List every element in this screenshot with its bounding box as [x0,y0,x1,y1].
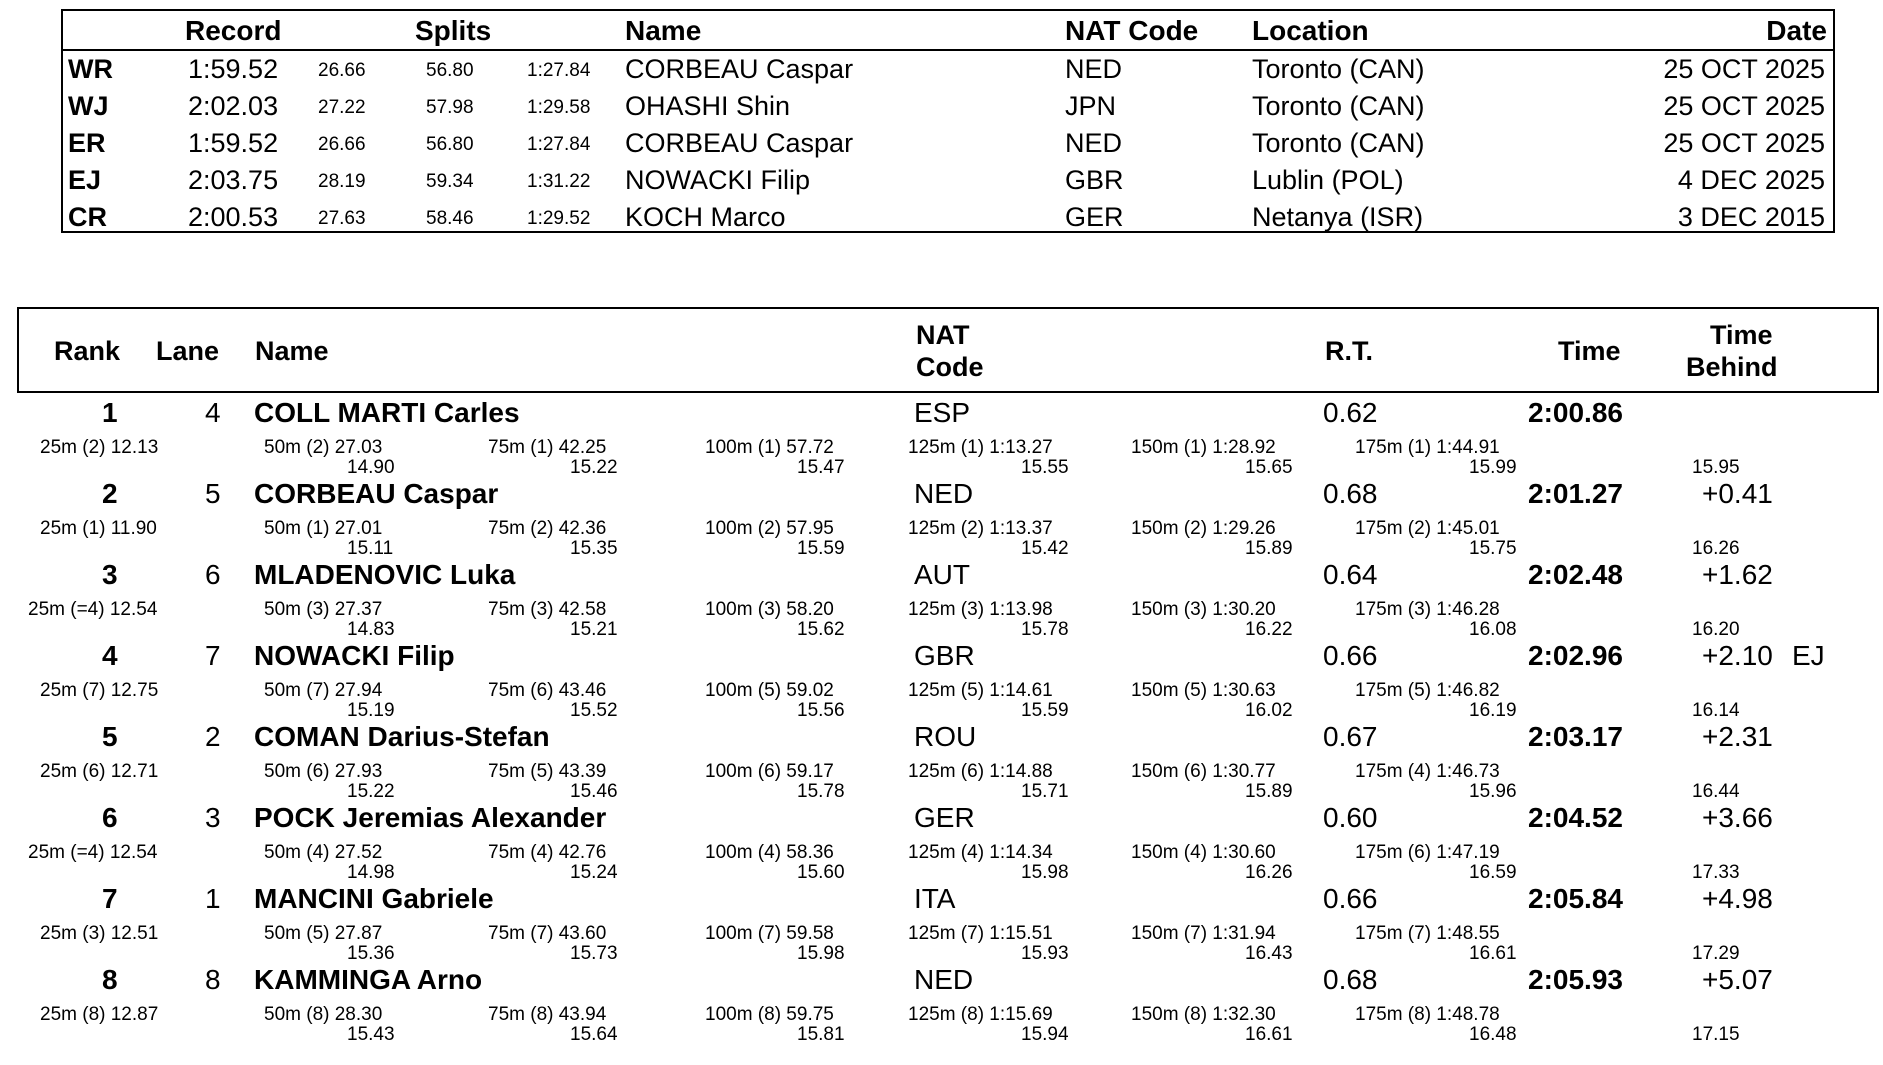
result-time: 2:02.48 [1528,559,1623,590]
split-25m: 25m (=4) 12.54 [28,599,158,620]
split-150m: 150m (3) 1:30.20 [1131,599,1276,620]
split-diff-150m: 16.02 [1245,700,1293,721]
record-split-1: 27.63 [318,208,366,229]
result-reaction-time: 0.67 [1323,721,1378,752]
result-rank: 2 [102,478,118,509]
results-header-behind-line1: Time [1710,320,1773,350]
split-diff-50m: 15.36 [347,943,395,964]
split-150m: 150m (6) 1:30.77 [1131,761,1276,782]
record-split-2: 57.98 [426,97,474,118]
result-nat: GER [914,802,975,833]
results-header-rank: Rank [54,336,121,366]
records-header-splits: Splits [415,15,492,46]
results-header [17,307,1879,393]
split-diff-100m: 15.62 [797,619,845,640]
result-name: KAMMINGA Arno [254,964,483,995]
split-175m: 175m (7) 1:48.55 [1355,923,1500,944]
split-diff-125m: 15.55 [1021,457,1069,478]
record-name: CORBEAU Caspar [625,128,854,158]
result-rank: 7 [102,883,118,914]
split-diff-175m: 15.99 [1469,457,1517,478]
split-diff-150m: 15.89 [1245,538,1293,559]
result-lane: 4 [205,397,221,428]
result-lane: 2 [205,721,221,752]
split-diff-125m: 15.98 [1021,862,1069,883]
result-name: CORBEAU Caspar [254,478,499,509]
records-header-nat-code: NAT Code [1065,15,1199,46]
split-50m: 50m (2) 27.03 [264,437,383,458]
split-50m: 50m (4) 27.52 [264,842,383,863]
split-50m: 50m (5) 27.87 [264,923,383,944]
split-diff-final: 17.15 [1692,1024,1740,1045]
results-header-name: Name [255,336,329,366]
result-time-behind: +3.66 [1702,802,1773,833]
split-75m: 75m (4) 42.76 [488,842,607,863]
record-location: Toronto (CAN) [1252,91,1425,121]
split-diff-125m: 15.71 [1021,781,1069,802]
record-row [63,126,1833,163]
split-75m: 75m (3) 42.58 [488,599,607,620]
record-time: 1:59.52 [188,54,279,84]
split-diff-175m: 16.19 [1469,700,1517,721]
split-diff-175m: 16.08 [1469,619,1517,640]
split-diff-100m: 15.56 [797,700,845,721]
record-row [63,52,1833,89]
split-diff-50m: 15.11 [347,538,394,559]
split-diff-100m: 15.98 [797,943,845,964]
split-diff-175m: 16.48 [1469,1024,1517,1045]
result-nat: ROU [914,721,977,752]
result-row [0,559,1883,640]
split-25m: 25m (7) 12.75 [40,680,159,701]
record-row [63,89,1833,126]
record-time: 2:02.03 [188,91,279,121]
result-time: 2:00.86 [1528,397,1623,428]
record-row [63,200,1833,237]
split-150m: 150m (2) 1:29.26 [1131,518,1276,539]
split-diff-75m: 15.22 [570,457,618,478]
split-175m: 175m (4) 1:46.73 [1355,761,1500,782]
split-diff-100m: 15.47 [797,457,845,478]
result-time-behind: +2.10 [1702,640,1773,671]
split-diff-75m: 15.46 [570,781,618,802]
split-75m: 75m (8) 43.94 [488,1004,607,1025]
record-type: WJ [68,91,109,121]
result-nat: ESP [914,397,971,428]
split-diff-100m: 15.78 [797,781,845,802]
record-split-3: 1:27.84 [527,60,591,81]
results-header-rt: R.T. [1325,336,1374,366]
records-header-date: Date [1766,15,1827,46]
result-name: POCK Jeremias Alexander [254,802,607,833]
record-split-2: 56.80 [426,60,474,81]
result-time-behind: +4.98 [1702,883,1773,914]
result-row [0,883,1883,964]
split-diff-125m: 15.42 [1021,538,1069,559]
split-diff-175m: 16.61 [1469,943,1517,964]
split-175m: 175m (8) 1:48.78 [1355,1004,1500,1025]
split-diff-75m: 15.24 [570,862,618,883]
result-row [0,802,1883,883]
results-header-nat-line2: Code [916,352,984,382]
split-100m: 100m (8) 59.75 [705,1004,834,1025]
result-lane: 7 [205,640,221,671]
split-150m: 150m (5) 1:30.63 [1131,680,1276,701]
split-100m: 100m (6) 59.17 [705,761,834,782]
result-reaction-time: 0.60 [1323,802,1378,833]
split-diff-125m: 15.59 [1021,700,1069,721]
result-row [0,478,1883,559]
result-record-marker: EJ [1792,640,1825,671]
record-date: 25 OCT 2025 [1663,91,1825,121]
split-diff-final: 17.33 [1692,862,1740,883]
records-table [61,9,1835,233]
split-diff-75m: 15.64 [570,1024,618,1045]
record-split-2: 56.80 [426,134,474,155]
split-diff-50m: 14.83 [347,619,395,640]
split-75m: 75m (6) 43.46 [488,680,607,701]
result-rank: 5 [102,721,118,752]
split-125m: 125m (2) 1:13.37 [908,518,1053,539]
result-time: 2:05.84 [1528,883,1623,914]
result-reaction-time: 0.68 [1323,478,1378,509]
split-diff-75m: 15.52 [570,700,618,721]
split-100m: 100m (4) 58.36 [705,842,834,863]
split-100m: 100m (2) 57.95 [705,518,834,539]
split-175m: 175m (6) 1:47.19 [1355,842,1500,863]
result-time: 2:01.27 [1528,478,1623,509]
records-header-record: Record [185,15,282,46]
split-125m: 125m (4) 1:14.34 [908,842,1053,863]
split-125m: 125m (5) 1:14.61 [908,680,1053,701]
result-lane: 8 [205,964,221,995]
record-time: 1:59.52 [188,128,279,158]
records-header-location: Location [1252,15,1369,46]
result-nat: NED [914,478,974,509]
split-125m: 125m (1) 1:13.27 [908,437,1053,458]
split-diff-75m: 15.73 [570,943,618,964]
record-location: Lublin (POL) [1252,165,1404,195]
record-date: 25 OCT 2025 [1663,54,1825,84]
result-time-behind: +1.62 [1702,559,1773,590]
split-diff-75m: 15.35 [570,538,618,559]
split-25m: 25m (8) 12.87 [40,1004,159,1025]
split-125m: 125m (6) 1:14.88 [908,761,1053,782]
record-split-2: 58.46 [426,208,474,229]
record-split-3: 1:29.58 [527,97,591,118]
result-name: NOWACKI Filip [254,640,455,671]
record-nat: JPN [1065,91,1117,121]
split-diff-125m: 15.78 [1021,619,1069,640]
record-time: 2:00.53 [188,202,279,232]
split-75m: 75m (7) 43.60 [488,923,607,944]
record-row [63,163,1833,200]
record-date: 25 OCT 2025 [1663,128,1825,158]
record-name: NOWACKI Filip [625,165,811,195]
split-150m: 150m (4) 1:30.60 [1131,842,1276,863]
result-time: 2:04.52 [1528,802,1623,833]
record-nat: NED [1065,128,1123,158]
results-header-lane: Lane [156,336,220,366]
record-date: 4 DEC 2025 [1677,165,1825,195]
split-150m: 150m (1) 1:28.92 [1131,437,1276,458]
records-header-name: Name [625,15,702,46]
split-25m: 25m (=4) 12.54 [28,842,158,863]
split-diff-150m: 16.43 [1245,943,1293,964]
split-100m: 100m (3) 58.20 [705,599,834,620]
split-125m: 125m (7) 1:15.51 [908,923,1053,944]
result-time: 2:05.93 [1528,964,1623,995]
result-rank: 8 [102,964,118,995]
record-name: CORBEAU Caspar [625,54,854,84]
split-diff-125m: 15.94 [1021,1024,1069,1045]
record-type: ER [68,128,106,158]
record-location: Toronto (CAN) [1252,54,1425,84]
record-name: KOCH Marco [625,202,786,232]
result-name: MANCINI Gabriele [254,883,494,914]
split-50m: 50m (1) 27.01 [264,518,383,539]
split-100m: 100m (5) 59.02 [705,680,834,701]
record-split-1: 28.19 [318,171,366,192]
split-diff-final: 16.20 [1692,619,1740,640]
record-nat: GBR [1065,165,1124,195]
result-row [0,640,1883,721]
split-diff-100m: 15.60 [797,862,845,883]
result-time: 2:02.96 [1528,640,1623,671]
results-header-time: Time [1558,336,1621,366]
split-diff-final: 16.44 [1692,781,1740,802]
record-nat: GER [1065,202,1124,232]
split-50m: 50m (8) 28.30 [264,1004,383,1025]
split-diff-150m: 15.89 [1245,781,1293,802]
split-150m: 150m (8) 1:32.30 [1131,1004,1276,1025]
split-25m: 25m (6) 12.71 [40,761,159,782]
record-split-3: 1:31.22 [527,171,591,192]
split-25m: 25m (2) 12.13 [40,437,159,458]
record-split-1: 26.66 [318,60,366,81]
result-rank: 1 [102,397,118,428]
result-row [0,721,1883,802]
record-split-1: 27.22 [318,97,366,118]
result-rank: 6 [102,802,118,833]
result-time-behind: +2.31 [1702,721,1773,752]
record-split-3: 1:29.52 [527,208,591,229]
result-row [0,964,1883,1045]
split-25m: 25m (1) 11.90 [40,518,157,539]
record-split-3: 1:27.84 [527,134,591,155]
split-100m: 100m (7) 59.58 [705,923,834,944]
result-reaction-time: 0.66 [1323,640,1378,671]
split-75m: 75m (5) 43.39 [488,761,607,782]
split-diff-150m: 16.22 [1245,619,1293,640]
split-diff-final: 16.26 [1692,538,1740,559]
result-reaction-time: 0.66 [1323,883,1378,914]
split-diff-100m: 15.81 [797,1024,845,1045]
result-lane: 1 [205,883,221,914]
split-25m: 25m (3) 12.51 [40,923,159,944]
results-header-nat-line1: NAT [916,320,970,350]
record-location: Toronto (CAN) [1252,128,1425,158]
split-50m: 50m (7) 27.94 [264,680,383,701]
split-diff-175m: 15.96 [1469,781,1517,802]
split-50m: 50m (6) 27.93 [264,761,383,782]
record-split-1: 26.66 [318,134,366,155]
record-split-2: 59.34 [426,171,474,192]
record-time: 2:03.75 [188,165,279,195]
result-lane: 3 [205,802,221,833]
result-time: 2:03.17 [1528,721,1623,752]
split-diff-50m: 14.90 [347,457,395,478]
split-diff-final: 16.14 [1692,700,1740,721]
result-name: COMAN Darius-Stefan [254,721,550,752]
split-diff-150m: 15.65 [1245,457,1293,478]
split-diff-175m: 15.75 [1469,538,1517,559]
result-nat: GBR [914,640,975,671]
record-type: EJ [68,165,102,195]
split-175m: 175m (2) 1:45.01 [1355,518,1500,539]
split-diff-50m: 15.19 [347,700,395,721]
split-diff-final: 17.29 [1692,943,1740,964]
split-diff-75m: 15.21 [570,619,618,640]
split-diff-150m: 16.61 [1245,1024,1293,1045]
split-125m: 125m (3) 1:13.98 [908,599,1053,620]
record-type: CR [68,202,107,232]
result-name: COLL MARTI Carles [254,397,520,428]
result-reaction-time: 0.62 [1323,397,1378,428]
results-header-behind-line2: Behind [1686,352,1778,382]
result-name: MLADENOVIC Luka [254,559,516,590]
split-diff-50m: 15.43 [347,1024,395,1045]
result-rank: 3 [102,559,118,590]
split-diff-100m: 15.59 [797,538,845,559]
split-175m: 175m (5) 1:46.82 [1355,680,1500,701]
result-nat: ITA [914,883,956,914]
result-rank: 4 [102,640,118,671]
record-date: 3 DEC 2015 [1677,202,1825,232]
records-header-divider [63,49,1833,51]
result-time-behind: +0.41 [1702,478,1773,509]
split-175m: 175m (1) 1:44.91 [1355,437,1500,458]
split-diff-175m: 16.59 [1469,862,1517,883]
record-nat: NED [1065,54,1123,84]
split-diff-final: 15.95 [1692,457,1740,478]
split-50m: 50m (3) 27.37 [264,599,383,620]
split-175m: 175m (3) 1:46.28 [1355,599,1500,620]
split-diff-125m: 15.93 [1021,943,1069,964]
record-name: OHASHI Shin [625,91,791,121]
result-nat: AUT [914,559,970,590]
result-reaction-time: 0.64 [1323,559,1378,590]
result-lane: 5 [205,478,221,509]
result-time-behind: +5.07 [1702,964,1773,995]
split-diff-50m: 15.22 [347,781,395,802]
split-150m: 150m (7) 1:31.94 [1131,923,1276,944]
result-reaction-time: 0.68 [1323,964,1378,995]
record-location: Netanya (ISR) [1252,202,1424,232]
result-row [0,397,1883,478]
result-lane: 6 [205,559,221,590]
result-nat: NED [914,964,974,995]
record-type: WR [68,54,113,84]
split-75m: 75m (2) 42.36 [488,518,607,539]
split-diff-50m: 14.98 [347,862,395,883]
split-diff-150m: 16.26 [1245,862,1293,883]
split-75m: 75m (1) 42.25 [488,437,607,458]
split-100m: 100m (1) 57.72 [705,437,834,458]
split-125m: 125m (8) 1:15.69 [908,1004,1053,1025]
